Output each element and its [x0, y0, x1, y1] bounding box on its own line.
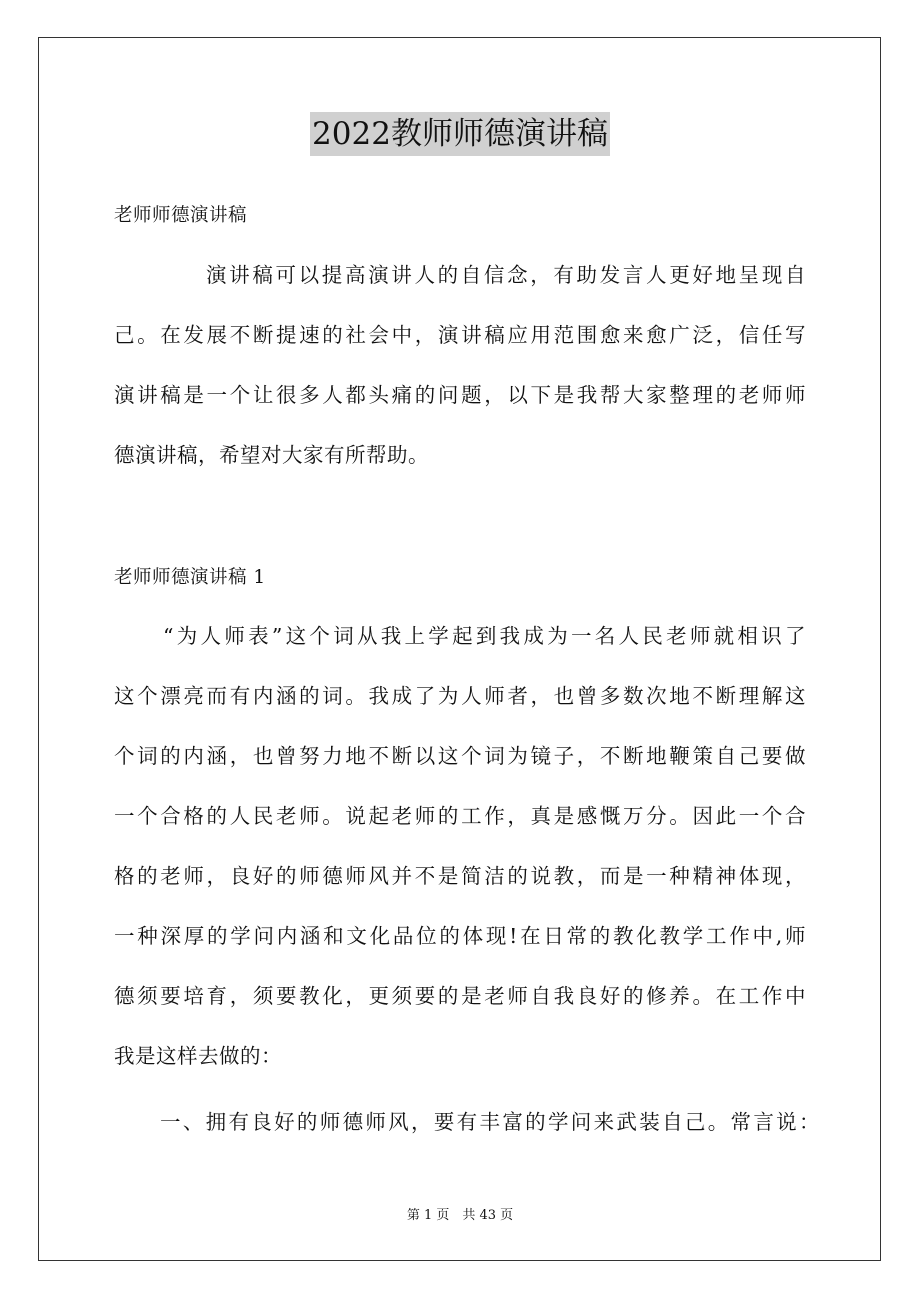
page-number: 第 1 页 共 43 页: [406, 1208, 514, 1223]
paragraph-line: “为人师表”这个词从我上学起到我成为一名人民老师就相识了: [163, 624, 806, 648]
paragraph-line: 我是这样去做的：: [114, 1044, 282, 1068]
title-container: [0, 112, 920, 156]
paragraph-line: 己。在发展不断提速的社会中，演讲稿应用范围愈来愈广泛，信任写: [114, 323, 806, 347]
paragraph-line: 这个漂亮而有内涵的词。我成了为人师者，也曾多数次地不断理解这: [114, 684, 806, 708]
paragraph-line: 一种深厚的学问内涵和文化品位的体现!在日常的教化教学工作中,师: [114, 924, 806, 948]
paragraph-line: 个词的内涵，也曾努力地不断以这个词为镜子，不断地鞭策自己要做: [114, 744, 806, 768]
paragraph-line: 德演讲稿，希望对大家有所帮助。: [114, 443, 429, 467]
paragraph-line: 演讲稿可以提高演讲人的自信念，有助发言人更好地呈现自: [206, 263, 806, 287]
document-title: 2022教师师德演讲稿: [310, 112, 610, 156]
page-footer: [0, 1207, 920, 1225]
paragraph-line: 一个合格的人民老师。说起老师的工作，真是感慨万分。因此一个合: [114, 804, 806, 828]
document-subtitle: 老师师德演讲稿: [114, 205, 248, 226]
paragraph-line: 一、拥有良好的师德师风，要有丰富的学问来武装自己。常言说：: [160, 1110, 820, 1134]
paragraph-line: 演讲稿是一个让很多人都头痛的问题，以下是我帮大家整理的老师师: [114, 383, 806, 407]
paragraph-line: 格的老师，良好的师德师风并不是简洁的说教，而是一种精神体现，: [114, 864, 806, 888]
section-heading: 老师师德演讲稿 1: [114, 567, 266, 588]
paragraph-line: 德须要培育，须要教化，更须要的是老师自我良好的修养。在工作中: [114, 984, 806, 1008]
